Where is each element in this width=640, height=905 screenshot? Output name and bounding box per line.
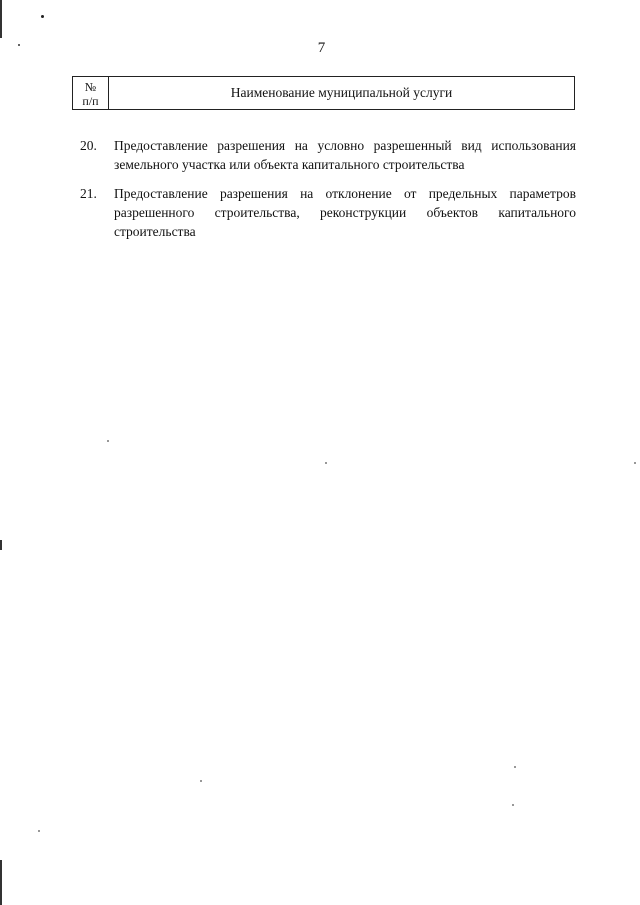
page-number: 7 xyxy=(317,40,326,56)
service-name-column-header: Наименование муниципальной услуги xyxy=(230,85,453,100)
scan-margin-line xyxy=(0,540,2,550)
item-text: Предоставление разрешения на отклонение от предельных параметров разрешенного строительства, реконструкции объектов капитального строительства xyxy=(114,186,576,239)
number-column-header xyxy=(73,77,109,109)
ordinal-abbrev-label: п/п xyxy=(82,94,99,108)
scan-speck xyxy=(634,462,636,464)
scan-margin-line xyxy=(0,0,2,38)
scan-speck xyxy=(107,440,109,442)
scan-margin-line xyxy=(0,860,2,905)
scan-speck xyxy=(325,462,327,464)
number-sign-label: № xyxy=(84,80,97,94)
item-number: 21. xyxy=(80,186,97,201)
services-table-header xyxy=(72,76,575,110)
item-number: 20. xyxy=(80,138,97,153)
scan-speck xyxy=(512,804,514,806)
scan-speck xyxy=(200,780,202,782)
scan-speck xyxy=(514,766,516,768)
scan-speck xyxy=(41,15,44,18)
item-text: Предоставление разрешения на условно разрешенный вид использования земельного участка или объекта капитального строительства xyxy=(114,138,576,172)
list-item xyxy=(80,184,576,241)
scan-speck xyxy=(38,830,40,832)
list-item xyxy=(80,136,576,174)
